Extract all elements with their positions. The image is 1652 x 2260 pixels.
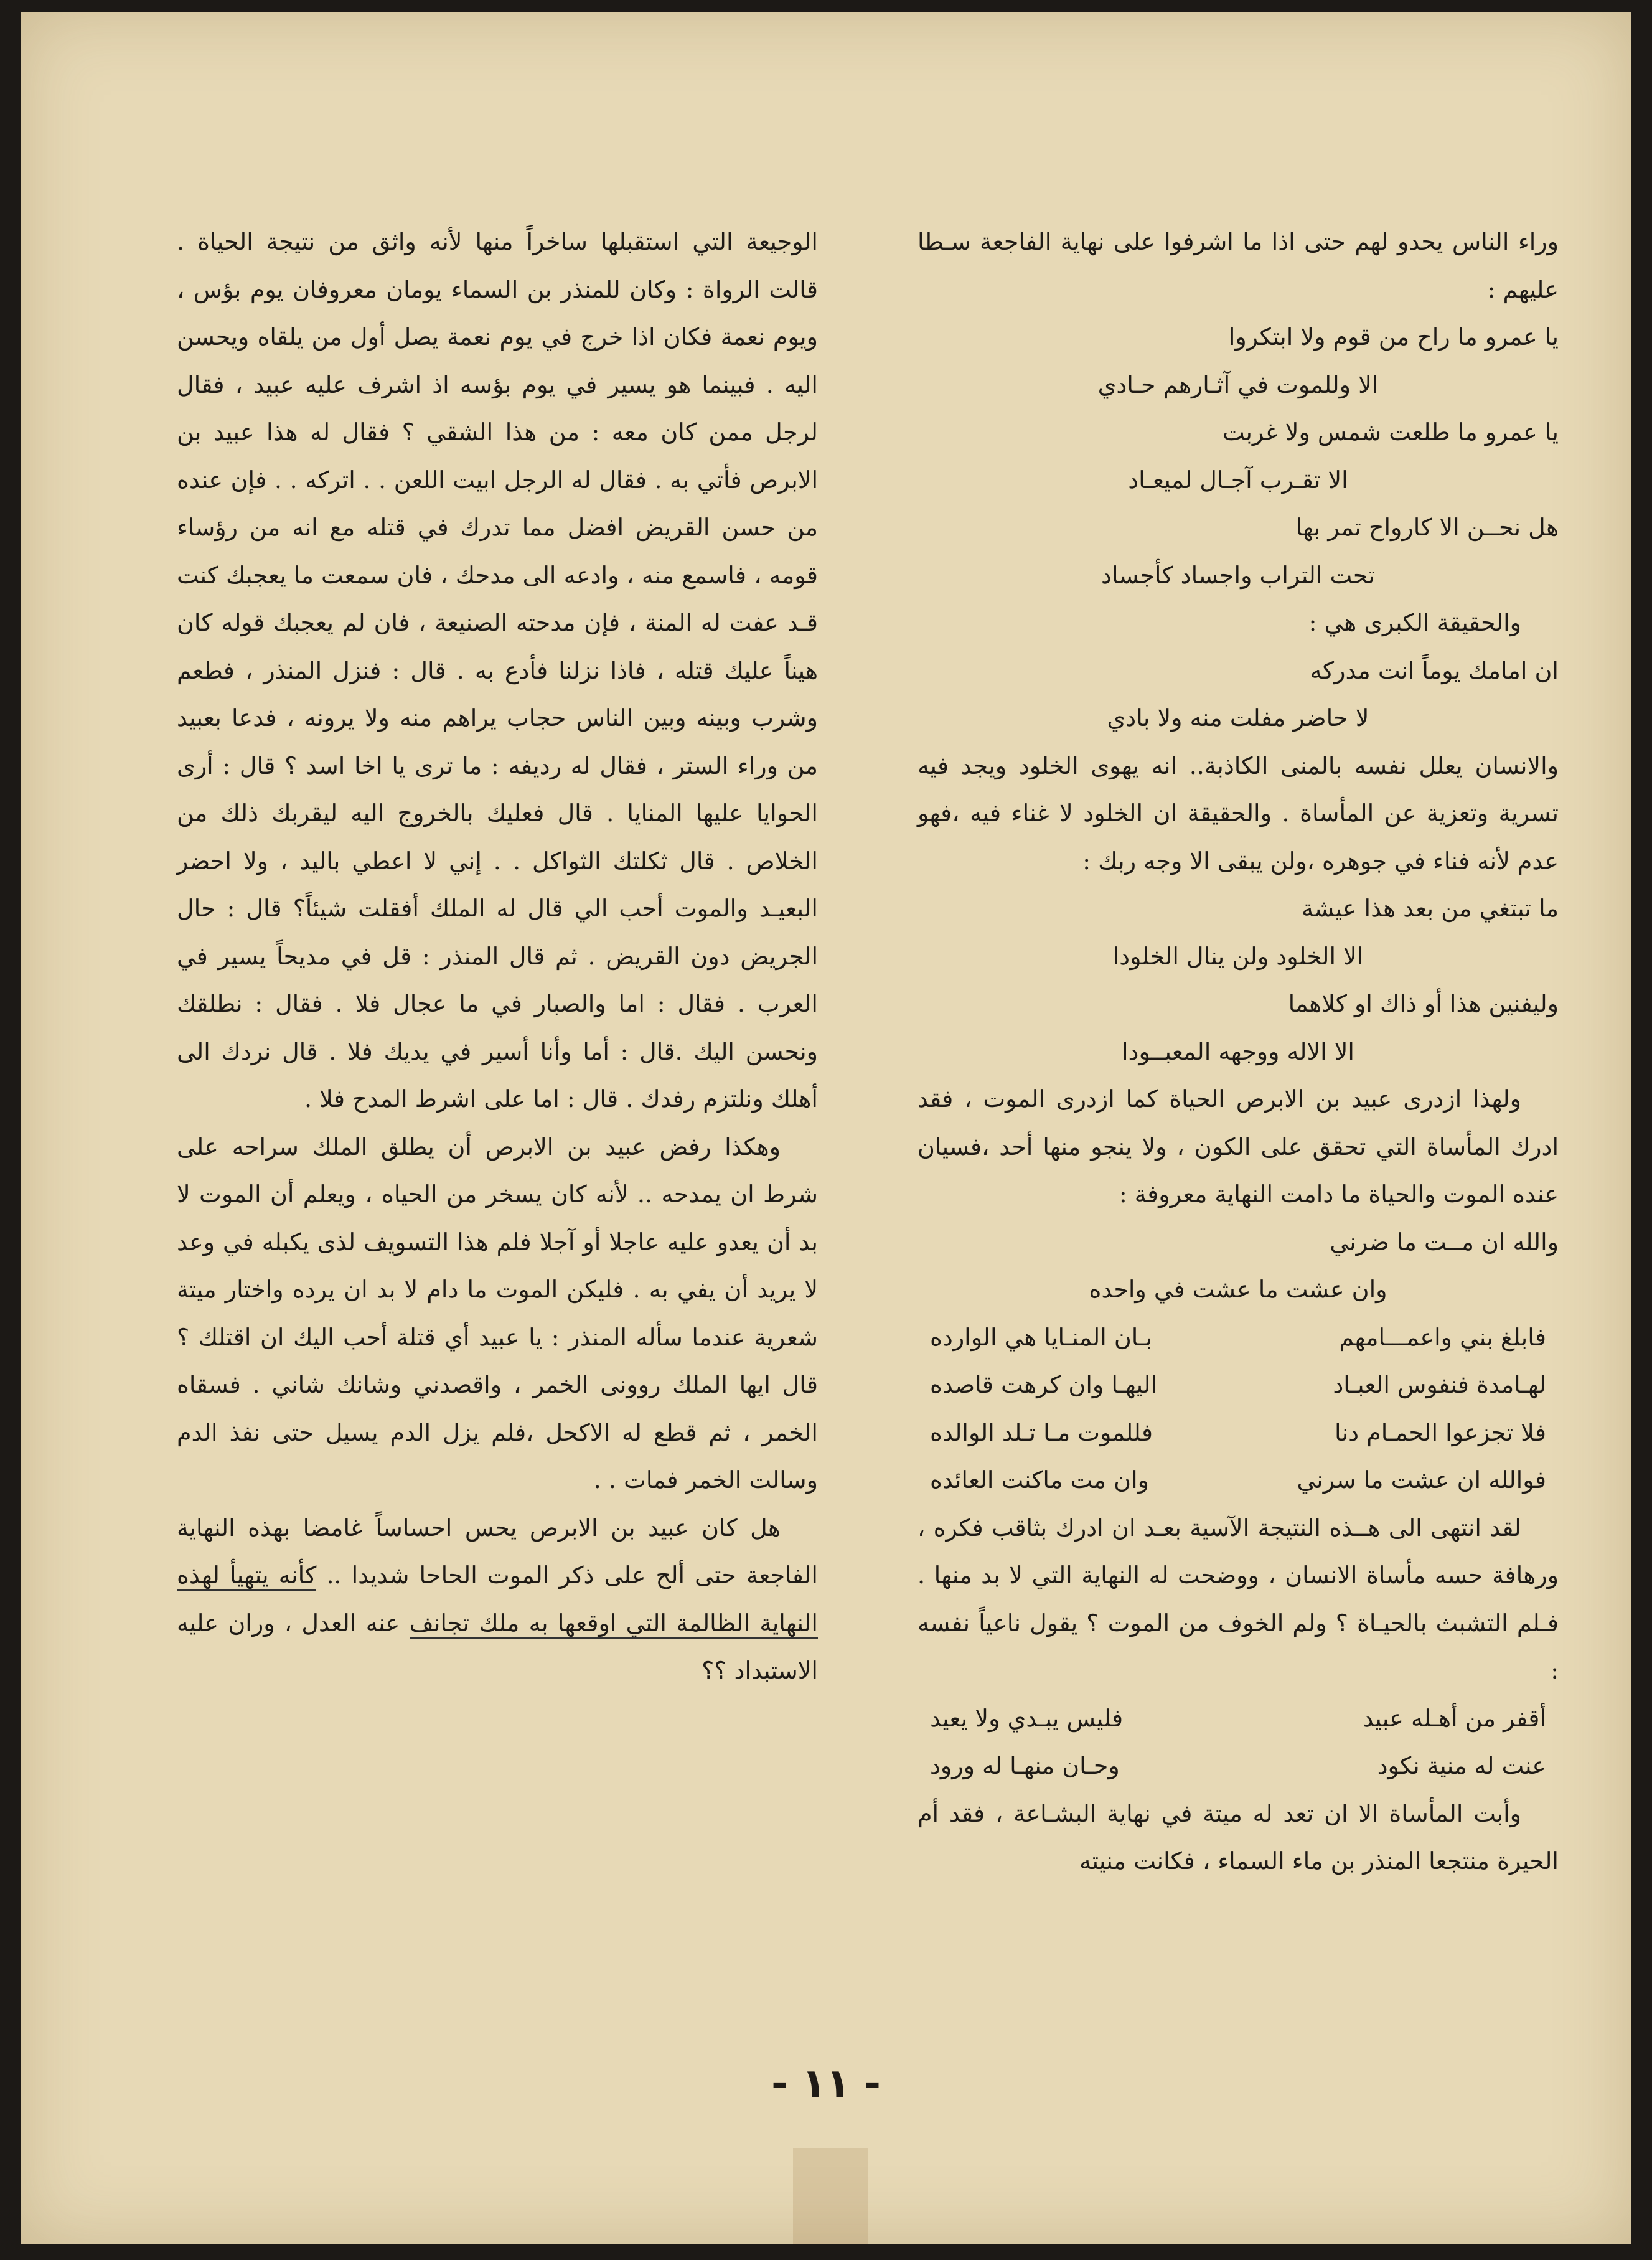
verse-line: ان امامك يوماً انت مدركه: [1310, 656, 1559, 684]
verse-line: يا عمرو ما راح من قوم ولا ابتكروا: [1228, 323, 1559, 351]
verse-second-half: بـان المنـايا هي الوارده: [930, 1323, 1153, 1351]
page-number: - ١١ -: [771, 2061, 881, 2107]
paragraph-text: عنه العدل ، وران عليه الاستبداد ؟؟: [177, 1609, 818, 1684]
verse-pair: [918, 1314, 1559, 1362]
verse-line: والله ان مــت ما ضرني: [1330, 1228, 1559, 1256]
verse-line: يا عمرو ما طلعت شمس ولا غربت: [1223, 418, 1559, 446]
verse-first-half: أقفر من أهـله عبيد: [1363, 1704, 1546, 1732]
paragraph: والحقيقة الكبرى هي :: [1308, 609, 1521, 636]
paragraph: لقد انتهى الى هــذه النتيجة الآسية بعـد ان ادرك بثاقب فكره ، ورهافة حسه مأساة الانسان ، ووضحت له النهاية التي لا بد منها . فـلم التشبث بالحيـاة ؟ ولم الخوف من الموت ؟ يقول ناعياً نفسه :: [918, 1514, 1559, 1684]
verse-second-half: وان مت ماكنت العائده: [930, 1466, 1150, 1494]
verse-line: ما تبتغي من بعد هذا عيشة: [1302, 895, 1559, 922]
tape-mark: [793, 2148, 868, 2244]
right-column: [918, 218, 1559, 1885]
paragraph: والانسان يعلل نفسه بالمنى الكاذبة.. انه يهوى الخلود ويجد فيه تسرية وتعزية عن المأساة . والحقيقة ان الخلود لا غناء فيه ،فهو عدم لأنه فناء في جوهره ،ولن يبقى الا وجه ربك :: [918, 751, 1559, 875]
verse-second-half: فللموت مـا تـلد الوالده: [930, 1418, 1153, 1446]
verse-line: الا تقـرب آجـال لميعـاد: [1128, 466, 1348, 494]
verse-line: وان عشت ما عشت في واحده: [1089, 1276, 1387, 1303]
paragraph: وهكذا رفض عبيد بن الابرص أن يطلق الملك سراحه على شرط ان يمدحه .. لأنه كان يسخر من الحياه ، ويعلم أن الموت لا بد أن يعدو عليه عاجلا أو آجلا فلم هذا التسويف لذى يكبله في وعد لا يريد أن يفي به . فليكن الموت ما دام لا بد ان يرده واختار ميتة شعرية عندما سأله المنذر : يا عبيد أي قتلة أحب اليك ان اقتلك ؟ قال ايها الملك روونى الخمر ، واقصدني وشانك شاني . فسقاه الخمر ، ثم قطع له الاكحل ،فلم يزل الدم يسيل حتى نفذ الدم وسالت الخمر فمات . .: [177, 1132, 818, 1494]
underlined-text: كأنه يتهيأ لهذه النهاية الظالمة التي اوقعها به ملك تجانف: [177, 1561, 818, 1639]
left-column: [177, 218, 818, 1695]
verse-line: الا وللموت في آثـارهم حـادي: [1097, 370, 1379, 398]
verse-second-half: فليس يبـدي ولا يعيد: [930, 1704, 1124, 1732]
verse-pair: [918, 1742, 1559, 1790]
verse-line: وليفنين هذا أو ذاك او كلاهما: [1288, 990, 1559, 1017]
verse-line: الا الخلود ولن ينال الخلودا: [1112, 942, 1364, 970]
verse-line: الا الاله ووجهه المعبــودا: [1121, 1037, 1354, 1065]
paragraph: ولهذا ازدرى عبيد بن الابرص الحياة كما ازدرى الموت ، فقد ادرك المأساة التي تحقق على الكون ، ولا ينجو منها أحد ،فسيان عنده الموت والحياة ما دامت النهاية معروفة :: [918, 1085, 1559, 1208]
verse-line: تحت التراب واجساد كأجساد: [1101, 561, 1375, 589]
paragraph-text: هل كان عبيد بن الابرص يحس احساساً غامضا بهذه النهاية الفاجعة حتى ألح على ذكر الموت الحاحا شديدا ..: [177, 1514, 818, 1589]
paragraph: وأبت المأساة الا ان تعد له ميتة في نهاية البشـاعة ، فقد أم الحيرة منتجعا المنذر بن ماء السماء ، فكانت منيته: [918, 1799, 1559, 1875]
paragraph: وراء الناس يحدو لهم حتى اذا ما اشرفوا على نهاية الفاجعة سـطا عليهم :: [918, 228, 1559, 303]
paragraph: [177, 1504, 818, 1695]
verse-line: هل نحــن الا كارواح تمر بها: [1295, 514, 1559, 541]
verse-second-half: اليهـا وان كرهت قاصده: [930, 1371, 1158, 1398]
verse-pair: [918, 1456, 1559, 1504]
verse-first-half: عنت له منية نكود: [1377, 1752, 1546, 1779]
verse-first-half: فابلغ بني واعمـــامهم: [1339, 1323, 1546, 1351]
verse-line: لا حاضر مفلت منه ولا بادي: [1107, 704, 1369, 732]
verse-pair: [918, 1695, 1559, 1743]
verse-second-half: وحـان منهـا له ورود: [930, 1752, 1120, 1779]
paragraph: الوجيعة التي استقبلها ساخراً منها لأنه واثق من نتيجة الحياة . قالت الرواة : وكان للمنذر بن السماء يومان معروفان يوم بؤس ، ويوم نعمة فكان اذا خرج في يوم نعمة يصل أول من يلقاه ويحسن اليه . فبينما هو يسير في يوم بؤسه اذ اشرف عليه عبيد ، فقال لرجل ممن كان معه : من هذا الشقي ؟ فقال له هذا عبيد بن الابرص فأتي به . فقال له الرجل ابيت اللعن . . اتركه . . فإن عنده من حسن القريض افضل مما تدرك في قتله مع انه من رؤساء قومه ، فاسمع منه ، وادعه الى مدحك ، فان سمعت ما يعجبك كنت قـد عفت له المنة ، فإن مدحته الصنيعة ، فان لم يعجبك قوله كان هيناً عليك قتله ، فاذا نزلنا فأدع به . قال : فنزل المنذر ، فطعم وشرب وبينه وبين الناس حجاب يراهم منه ولا يرونه ، فدعا بعبيد من وراء الستر ، فقال له رديفه : ما ترى يا اخا اسد ؟ قال : أرى الحوايا عليها المنايا . قال فعليك بالخروج اليه ليقربك ذلك من الخلاص . قال ثكلتك الثواكل . . إني لا اعطي باليد ، ولا احضر البعيـد والموت أحب الي قال له الملك أفقلت شيئاً؟ قال : حال الجريض دون القريض . ثم قال المنذر : قل في مديحاً يسير في العرب . فقال : اما والصبار في ما عجال فلا . فقال : نطلقك ونحسن اليك .قال : أما وأنا أسير في يديك فلا . قال نردك الى أهلك ونلتزم رفدك . قال : اما على اشرط المدح فلا .: [177, 228, 818, 1113]
verse-first-half: لهـامدة فنفوس العبـاد: [1333, 1371, 1546, 1398]
verse-first-half: فلا تجزعوا الحمـام دنا: [1335, 1418, 1546, 1446]
verse-pair: [918, 1361, 1559, 1409]
verse-pair: [918, 1409, 1559, 1457]
magazine-page: [21, 12, 1631, 2244]
verse-first-half: فوالله ان عشت ما سرني: [1297, 1466, 1546, 1494]
